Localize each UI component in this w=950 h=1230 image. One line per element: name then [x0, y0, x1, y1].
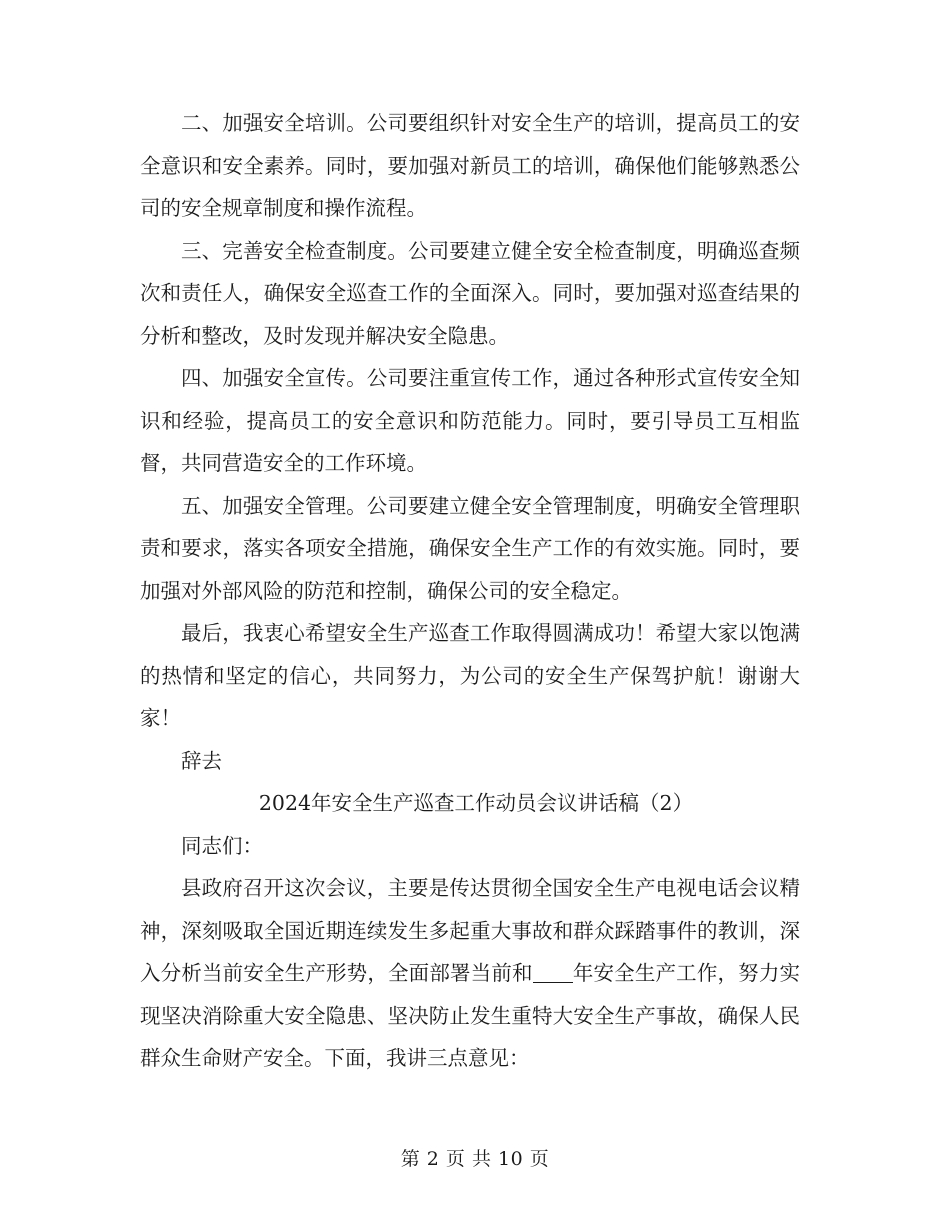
- speech-text-part1: 县政府召开这次会议，主要是传达贯彻全国安全生产电视电话会议精神，深刻吸取全国近期连续发生多起重大事故和群众踩踏事件的教训，深入分析当前安全生产形势，全面部署当前和: [140, 876, 800, 985]
- paragraph-training: 二、加强安全培训。公司要组织针对安全生产的培训，提高员工的安全意识和安全素养。同时，要加强对新员工的培训，确保他们能够熟悉公司的安全规章制度和操作流程。: [140, 111, 800, 220]
- paragraph-closing: 最后，我衷心希望安全生产巡查工作取得圆满成功！希望大家以饱满的热情和坚定的信心，共同努力，为公司的安全生产保驾护航！谢谢大家！: [140, 621, 800, 730]
- paragraph-resignation-note: 辞去: [181, 748, 222, 773]
- paragraph-management: 五、加强安全管理。公司要建立健全安全管理制度，明确安全管理职责和要求，落实各项安全措施，确保安全生产工作的有效实施。同时，要加强对外部风险的防范和控制，确保公司的安全稳定。: [140, 493, 800, 603]
- paragraph-inspection: 三、完善安全检查制度。公司要建立健全安全检查制度，明确巡查频次和责任人，确保安全巡查工作的全面深入。同时，要加强对巡查结果的分析和整改，及时发现并解决安全隐患。: [140, 238, 800, 348]
- paragraph-publicity: 四、加强安全宣传。公司要注重宣传工作，通过各种形式宣传安全知识和经验，提高员工的安全意识和防范能力。同时，要引导员工互相监督，共同营造安全的工作环境。: [140, 366, 800, 475]
- salutation: 同志们：: [181, 833, 263, 858]
- speech-text-part2: 年安全生产工作，努力实现坚决消除重大安全隐患、坚决防止发生重特大安全生产事故，确保人民群众生命财产安全。下面，我讲三点意见：: [140, 961, 801, 1070]
- blank-year-field: [533, 962, 573, 984]
- section-title: 2024年安全生产巡查工作动员会议讲话稿（2）: [258, 791, 694, 815]
- page-footer: 第 2 页 共 10 页: [400, 1148, 550, 1170]
- paragraph-speech-intro: [140, 867, 800, 1080]
- document-body: [140, 102, 800, 1080]
